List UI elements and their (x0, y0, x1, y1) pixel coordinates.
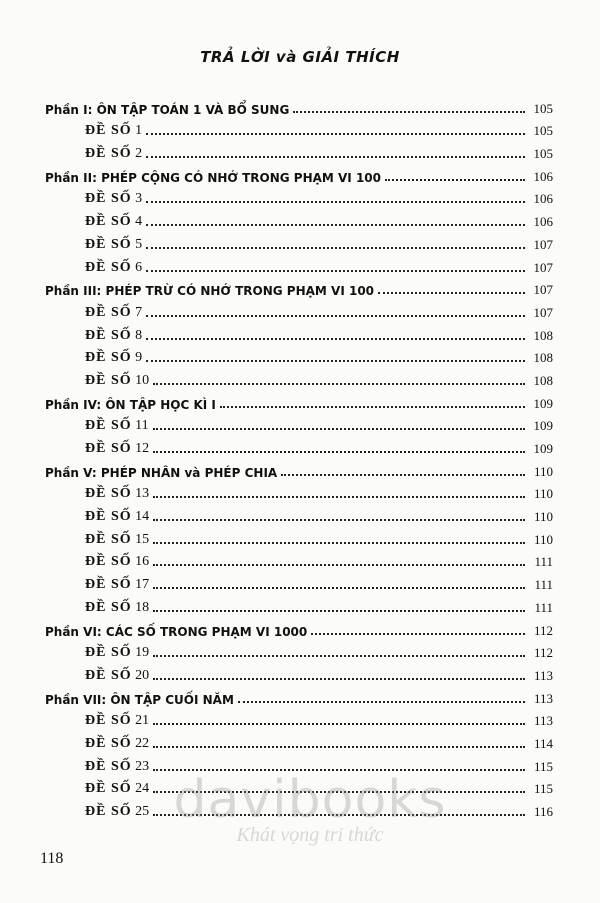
toc-entry-keyword: ĐỀ SỐ (85, 372, 132, 388)
toc-part-label: Phần III: PHÉP TRỪ CÓ NHỚ TRONG PHẠM VI 100 (45, 284, 375, 299)
toc-page-number: 110 (533, 531, 553, 547)
toc-page-number: 106 (533, 214, 553, 230)
toc-entry-number: 10 (135, 372, 150, 388)
leader-dots (146, 201, 525, 203)
toc-page-number: 114 (533, 735, 553, 751)
toc-entry-number: 3 (135, 191, 143, 207)
toc-page-number: 112 (533, 622, 553, 638)
toc-entry-keyword: ĐỀ SỐ (85, 441, 132, 456)
toc-entry-row (45, 207, 553, 230)
toc-entry-keyword: ĐỀ SỐ (85, 327, 132, 343)
toc-page-number: 109 (533, 441, 553, 456)
leader-dots (153, 587, 525, 589)
toc-entry-number: 24 (135, 781, 150, 797)
toc-part-row (45, 162, 553, 185)
leader-dots (385, 179, 525, 181)
toc-part-row (45, 276, 553, 299)
toc-entry-number: 20 (135, 667, 150, 683)
toc-entry-number: 4 (135, 214, 143, 230)
toc-page-number: 109 (533, 395, 553, 411)
toc-entry-row (45, 639, 553, 662)
toc-page-number: 115 (533, 781, 553, 797)
toc-entry-number: 1 (135, 123, 143, 139)
toc-entry-number: 18 (135, 599, 150, 615)
toc-entry-keyword: ĐỀ SỐ (85, 599, 132, 615)
toc-entry-label (85, 713, 149, 729)
toc-entry-label (85, 600, 149, 616)
toc-entry-keyword: ĐỀ SỐ (85, 735, 132, 751)
toc-entry-number: 8 (135, 327, 143, 343)
toc-entry-keyword: ĐỀ SỐ (85, 486, 132, 502)
toc-page-number: 113 (533, 667, 553, 683)
toc-entry-row (45, 412, 553, 435)
toc-page-number: 107 (533, 259, 553, 275)
leader-dots (153, 542, 525, 544)
toc-entry-keyword: ĐỀ SỐ (85, 645, 132, 661)
toc-entry-row (45, 480, 553, 503)
watermark-slogan: Khát vọng tri thức (236, 824, 384, 846)
toc-part-row (45, 389, 553, 412)
toc-entry-number: 7 (135, 304, 143, 320)
toc-entry-keyword: ĐỀ SỐ (85, 146, 132, 162)
toc-part-row (45, 684, 553, 707)
toc-entry-label (85, 146, 142, 162)
toc-entry-row (45, 321, 553, 344)
toc-entry-keyword: ĐỀ SỐ (85, 531, 132, 547)
toc-entry-number: 22 (135, 735, 150, 751)
page-title: TRẢ LỜI và GIẢI THÍCH (200, 48, 400, 66)
toc-entry-label (85, 554, 149, 570)
leader-dots (146, 247, 525, 249)
toc-page-number: 108 (533, 327, 553, 343)
leader-dots (153, 678, 525, 680)
toc-page-number: 105 (533, 100, 553, 116)
toc-entry-row (45, 230, 553, 253)
toc-part-label: Phần I: ÔN TẬP TOÁN 1 VÀ BỔ SUNG (45, 102, 290, 117)
leader-dots (281, 474, 525, 476)
toc-entry-label (85, 441, 149, 457)
leader-dots (146, 156, 525, 158)
toc-page-number: 106 (533, 168, 553, 184)
toc-part-label: Phần VI: CÁC SỐ TRONG PHẠM VI 1000 (45, 624, 308, 639)
toc-entry-label (85, 645, 149, 661)
toc-page-number: 115 (533, 758, 553, 774)
toc-page-number: 111 (534, 554, 553, 570)
toc-page-number: 105 (533, 123, 553, 139)
toc-entry-label (85, 668, 149, 684)
toc-entry-label (85, 759, 149, 775)
toc-page-number: 110 (533, 509, 553, 525)
toc-entry-keyword: ĐỀ SỐ (85, 509, 132, 525)
toc-entry-number: 25 (135, 804, 150, 819)
toc-entry-keyword: ĐỀ SỐ (85, 781, 132, 797)
toc-entry-row (45, 729, 553, 752)
leader-dots (153, 496, 525, 498)
leader-dots (238, 701, 525, 703)
toc-page-number: 113 (533, 713, 553, 729)
toc-entry-row (45, 707, 553, 730)
toc-part-label: Phần VII: ÔN TẬP CUỐI NĂM (45, 692, 234, 707)
toc-entry-keyword: ĐỀ SỐ (85, 577, 132, 593)
toc-entry-number: 21 (135, 713, 150, 729)
toc-entry-label (85, 736, 149, 752)
toc-entry-keyword: ĐỀ SỐ (85, 418, 132, 434)
toc-entry-number: 13 (135, 486, 150, 502)
toc-entry-label (85, 418, 149, 434)
toc-entry-row (45, 366, 553, 389)
leader-dots (153, 723, 525, 725)
leader-dots (153, 746, 525, 748)
toc-entry-label (85, 577, 149, 593)
toc-entry-keyword: ĐỀ SỐ (85, 259, 132, 275)
toc-page-number: 105 (533, 146, 553, 162)
toc-entry-keyword: ĐỀ SỐ (85, 804, 132, 819)
toc-entry-keyword: ĐỀ SỐ (85, 554, 132, 570)
toc-page-number: 113 (533, 690, 553, 706)
toc-page-number: 108 (533, 350, 553, 366)
toc-entry-label (85, 237, 142, 253)
toc-page-number: 116 (533, 804, 553, 819)
toc-entry-keyword: ĐỀ SỐ (85, 236, 132, 252)
toc-entry-label (85, 350, 142, 366)
toc-entry-number: 2 (135, 146, 143, 162)
toc-page-number: 110 (533, 463, 553, 479)
toc-entry-label (85, 373, 149, 389)
toc-entry-label (85, 486, 149, 502)
toc-part-label: Phần V: PHÉP NHÂN và PHÉP CHIA (45, 465, 278, 480)
toc-entry-row (45, 344, 553, 367)
toc-entry-number: 23 (135, 758, 150, 774)
toc-entry-row (45, 570, 553, 593)
leader-dots (153, 564, 525, 566)
toc-entry-keyword: ĐỀ SỐ (85, 713, 132, 729)
toc-entry-keyword: ĐỀ SỐ (85, 758, 132, 774)
toc-entry-keyword: ĐỀ SỐ (85, 123, 132, 139)
leader-dots (311, 633, 525, 635)
toc-entry-row (45, 434, 553, 457)
toc-entry-row (45, 502, 553, 525)
toc-entry-keyword: ĐỀ SỐ (85, 191, 132, 207)
leader-dots (378, 292, 525, 294)
toc-page-number: 106 (533, 191, 553, 207)
leader-dots (146, 270, 525, 272)
toc-part-label: Phần II: PHÉP CỘNG CÓ NHỚ TRONG PHẠM VI 100 (45, 170, 381, 185)
page-number: 118 (40, 850, 64, 867)
toc-entry-label (85, 191, 142, 207)
toc-part-row (45, 94, 553, 117)
toc-entry-row (45, 298, 553, 321)
leader-dots (153, 428, 525, 430)
leader-dots (153, 451, 525, 453)
leader-dots (153, 519, 525, 521)
toc-page-number: 107 (533, 236, 553, 252)
leader-dots (153, 655, 525, 657)
toc-entry-number: 12 (135, 441, 150, 456)
leader-dots (146, 224, 525, 226)
toc-page-number: 108 (533, 372, 553, 388)
leader-dots (293, 111, 525, 113)
leader-dots (146, 315, 525, 317)
toc-entry-number: 14 (135, 509, 150, 525)
toc-entry-number: 16 (135, 554, 150, 570)
watermark-brand: davibooks (173, 770, 447, 830)
toc-entry-number: 9 (135, 350, 143, 366)
watermark (150, 770, 470, 847)
toc-entry-number: 17 (135, 577, 150, 593)
toc-entry-label (85, 532, 149, 548)
leader-dots (153, 383, 525, 385)
leader-dots (146, 360, 525, 362)
toc-entry-label (85, 328, 142, 344)
toc-entry-label (85, 260, 142, 276)
leader-dots (220, 406, 525, 408)
toc-entry-row (45, 593, 553, 616)
leader-dots (146, 133, 525, 135)
toc-entry-number: 5 (135, 236, 143, 252)
toc-entry-row (45, 185, 553, 208)
toc-entry-label (85, 509, 149, 525)
toc-page-number: 109 (533, 418, 553, 434)
leader-dots (153, 610, 525, 612)
toc-page-number: 111 (534, 577, 553, 593)
toc-part-label: Phần IV: ÔN TẬP HỌC KÌ I (45, 397, 216, 412)
toc-page-number: 112 (533, 645, 553, 661)
toc-page-number: 110 (533, 486, 553, 502)
toc-page-number: 111 (534, 599, 553, 615)
leader-dots (146, 338, 525, 340)
toc-entry-row (45, 117, 553, 140)
toc-entry-row (45, 525, 553, 548)
toc-entry-label (85, 781, 149, 797)
toc-part-row (45, 457, 553, 480)
toc-entry-keyword: ĐỀ SỐ (85, 214, 132, 230)
toc-page-number: 107 (533, 304, 553, 320)
toc-entry-label (85, 305, 142, 321)
toc-entry-number: 15 (135, 531, 150, 547)
toc-part-row (45, 616, 553, 639)
toc-entry-keyword: ĐỀ SỐ (85, 667, 132, 683)
toc-entry-label (85, 804, 149, 820)
toc-entry-label (85, 214, 142, 230)
toc-entry-row (45, 661, 553, 684)
toc-entry-row (45, 548, 553, 571)
toc-entry-keyword: ĐỀ SỐ (85, 350, 132, 366)
toc-entry-number: 11 (135, 418, 149, 434)
toc-entry-label (85, 123, 142, 139)
toc-entry-row (45, 139, 553, 162)
toc-entry-number: 6 (135, 259, 143, 275)
toc-page-number: 107 (533, 282, 553, 298)
table-of-contents (45, 94, 553, 820)
toc-entry-keyword: ĐỀ SỐ (85, 304, 132, 320)
toc-entry-row (45, 253, 553, 276)
toc-entry-number: 19 (135, 645, 150, 661)
